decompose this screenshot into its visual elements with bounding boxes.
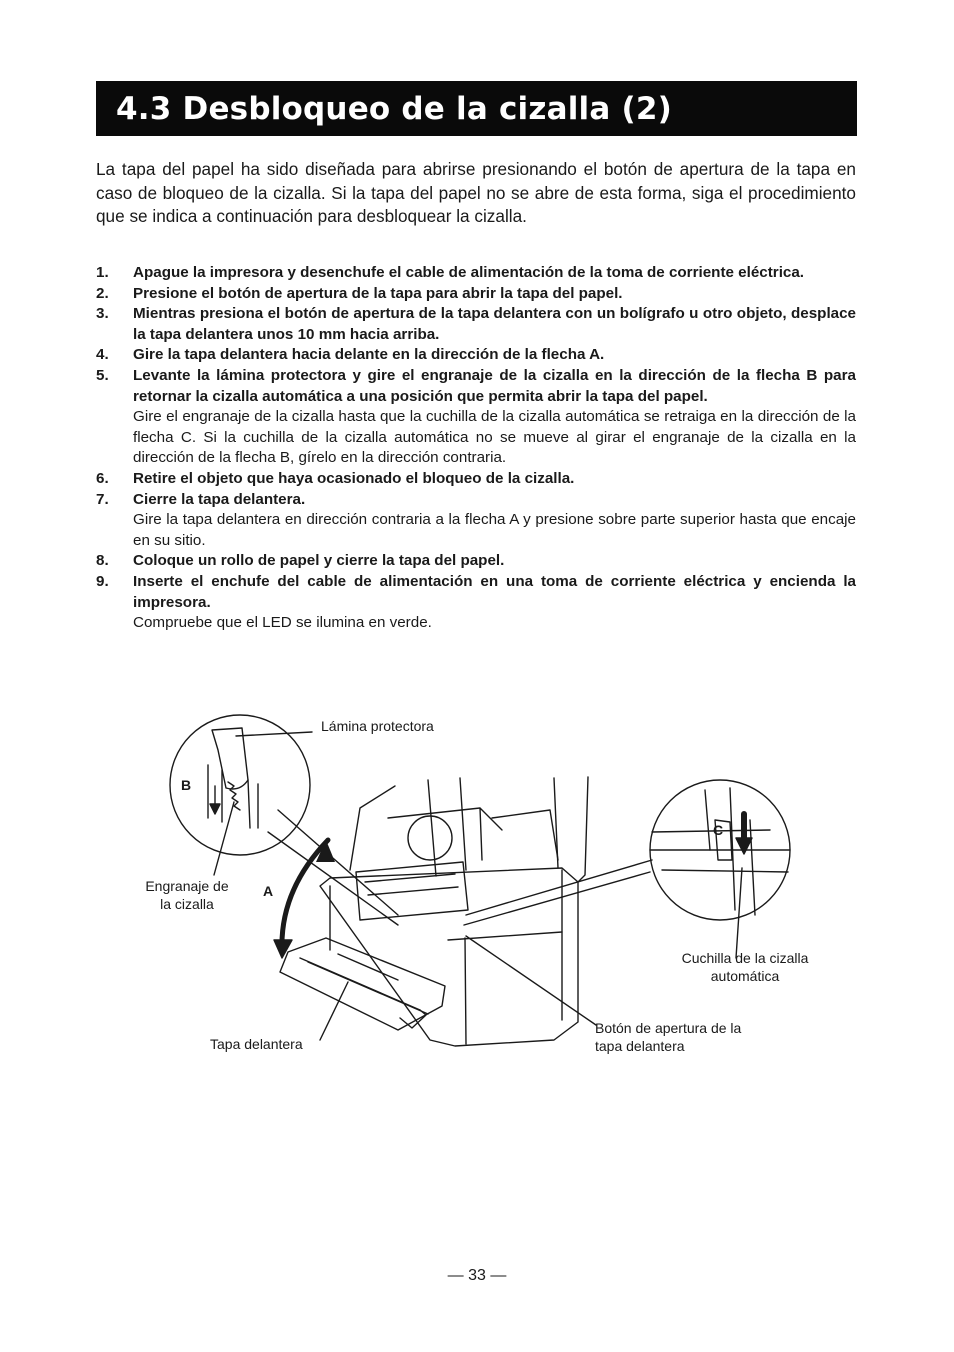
step-note: Gire el engranaje de la cizalla hasta que la cuchilla de la cizalla automática se retraiga en la dirección de la flecha C. Si la cuchilla de la cizalla automática no se mueve al girar el engranaje de la cizalla en la dirección de la flecha B, gírelo en la dirección contraria. [133, 408, 856, 467]
step-item: 2. Presione el botón de apertura de la tapa para abrir la tapa del papel. [96, 284, 623, 302]
printer-body [320, 868, 578, 1046]
paper-cover-left [428, 778, 466, 876]
protective-sheet [212, 728, 248, 789]
label-engranaje: Engranaje de la cizalla [145, 878, 229, 912]
paper-cover-right [554, 777, 588, 882]
label-arrow-b: B [181, 777, 192, 793]
label-cuchilla: Cuchilla de la cizalla automática [681, 950, 809, 984]
step-item: 4. Gire la tapa delantera hacia delante en la dirección de la flecha A. [96, 346, 605, 364]
label-lamina-protectora: Lámina protectora [321, 718, 434, 734]
section-title-bar [96, 81, 857, 136]
printer-illustration [130, 710, 830, 1080]
label-arrow-c: C [713, 822, 724, 838]
step-item: 7. Cierre la tapa delantera. Gire la tapa delantera en dirección contraria a la flecha A y presione sobre parte superior hasta que encaje en su sitio. [96, 490, 856, 552]
step-item: 1. Apague la impresora y desenchufe el cable de alimentación de la toma de corriente eléctrica. [96, 264, 805, 281]
label-arrow-a: A [263, 883, 274, 899]
step-item: 9. Inserte el enchufe del cable de alimentación en una toma de corriente eléctrica y encienda la impresora. Compruebe que el LED se ilumina en verde. [96, 572, 856, 634]
front-cover [280, 938, 445, 1030]
gear-teeth [228, 782, 240, 810]
page-number: — 33 — [447, 1267, 507, 1284]
label-tapa-delantera: Tapa delantera [210, 1036, 303, 1052]
step-item: 8. Coloque un rollo de papel y cierre la tapa del papel. [96, 552, 505, 570]
step-note: Gire la tapa delantera en dirección contraria a la flecha A y presione sobre parte superior hasta que encaje en su sitio. [133, 511, 856, 549]
step-note: Compruebe que el LED se ilumina en verde. [133, 614, 432, 632]
page-title: 4.3 Desbloqueo de la cizalla (2) [116, 90, 672, 127]
intro-paragraph: La tapa del papel ha sido diseñada para abrirse presionando el botón de apertura de la tapa en caso de bloqueo de la cizalla. Si la tapa del papel no se abre de esta forma, siga el procedimiento que se indica a continuación para desbloquear la cizalla. [96, 159, 856, 226]
step-item: 5. Levante la lámina protectora y gire el engranaje de la cizalla en la dirección de la flecha B para retornar la cizalla automática a una posición que permita abrir la tapa del papel. Gire el engranaje de la cizalla hasta que la cuchilla de la cizalla automática se retraiga en la dirección de la flecha C. Si la cuchilla de la cizalla automática no se mueve al girar el engranaje de la cizalla en la dirección de la flecha B, gírelo en la dirección contraria. [96, 366, 856, 469]
label-boton-apertura: Botón de apertura de la tapa delantera [595, 1020, 742, 1054]
steps-list [96, 263, 856, 634]
step-item: 6. Retire el objeto que haya ocasionado el bloqueo de la cizalla. [96, 469, 575, 487]
step-item: 3. Mientras presiona el botón de apertura de la tapa delantera con un bolígrafo u otro objeto, desplace la tapa delantera unos 10 mm hacia arriba. [96, 305, 856, 343]
